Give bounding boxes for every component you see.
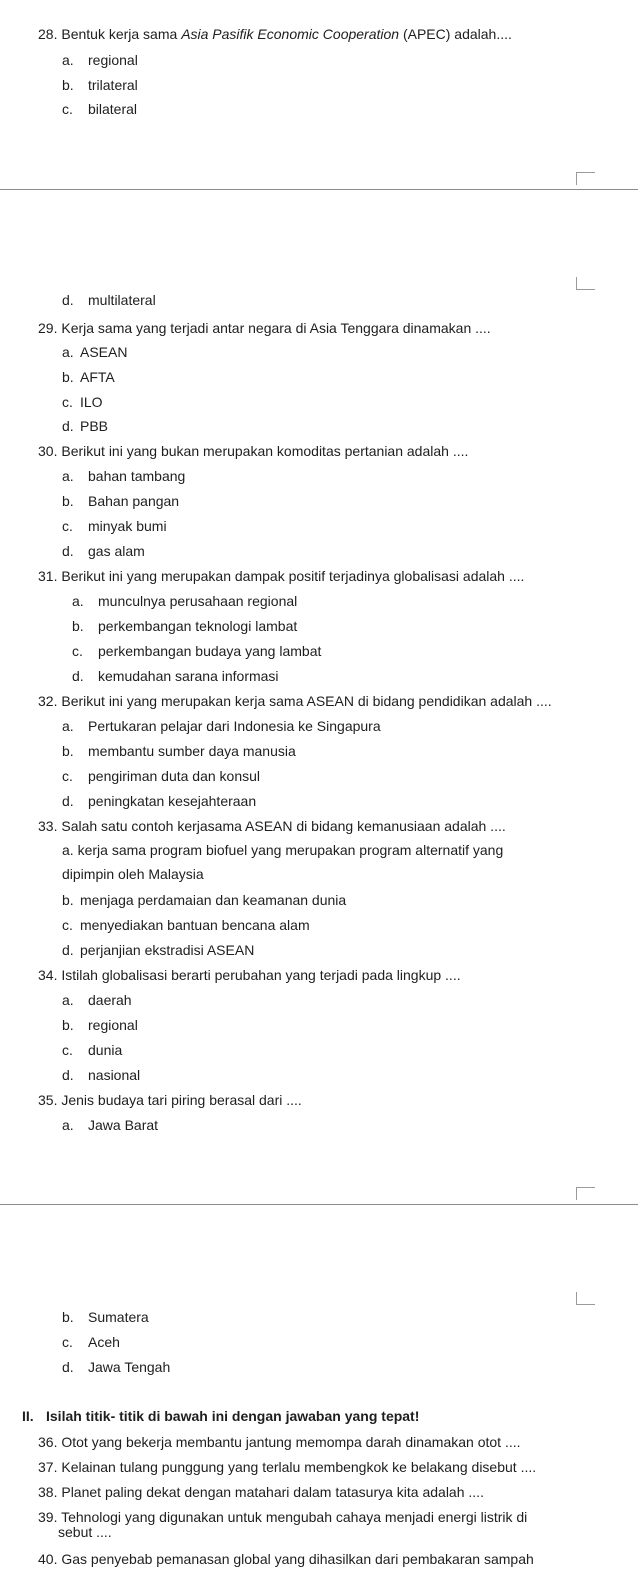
q31-option-b	[72, 618, 297, 634]
q35-option-a	[62, 1117, 158, 1133]
fill-item-38: 38. Planet paling dekat dengan matahari dalam tatasurya kita adalah ....	[38, 1484, 484, 1500]
option-text: Aceh	[88, 1334, 120, 1350]
section-numeral: II.	[22, 1408, 34, 1424]
fill-item-39-cont: sebut ....	[58, 1524, 112, 1540]
option-text: pengiriman duta dan konsul	[88, 768, 261, 784]
option-letter: d.	[62, 942, 74, 958]
option-text: regional	[88, 52, 138, 68]
question-33: 33. Salah satu contoh kerjasama ASEAN di bidang kemanusiaan adalah ....	[38, 818, 506, 834]
option-text: nasional	[88, 1067, 141, 1083]
option-letter: c.	[62, 1042, 73, 1058]
q31-option-d	[72, 668, 279, 684]
option-letter: b.	[62, 493, 74, 509]
q30-option-a	[62, 468, 185, 484]
question-35: 35. Jenis budaya tari piring berasal dari ....	[38, 1092, 302, 1108]
q29-option-c	[62, 394, 103, 410]
q29-option-d	[62, 418, 108, 434]
question-29: 29. Kerja sama yang terjadi antar negara di Asia Tenggara dinamakan ....	[38, 320, 491, 336]
option-text: perkembangan teknologi lambat	[98, 618, 298, 634]
option-letter: c.	[62, 518, 73, 534]
question-30: 30. Berikut ini yang bukan merupakan komoditas pertanian adalah ....	[38, 443, 469, 459]
option-text: regional	[88, 1017, 138, 1033]
option-letter: b.	[72, 618, 84, 634]
option-text: AFTA	[80, 369, 115, 385]
option-text: kemudahan sarana informasi	[98, 668, 279, 684]
option-letter: d.	[62, 292, 74, 308]
option-text: bilateral	[88, 101, 138, 117]
option-letter: d.	[62, 1359, 74, 1375]
q33-option-a	[62, 838, 532, 886]
q28-option-b	[62, 77, 138, 93]
option-letter: d.	[72, 668, 84, 684]
option-letter: b.	[62, 892, 74, 908]
option-letter: a.	[62, 842, 74, 858]
q35-option-d	[62, 1359, 170, 1375]
q33-option-b	[62, 892, 346, 908]
q30-option-c	[62, 518, 167, 534]
option-letter: c.	[62, 1334, 73, 1350]
question-34: 34. Istilah globalisasi berarti perubahan yang terjadi pada lingkup ....	[38, 967, 461, 983]
option-letter: a.	[62, 344, 74, 360]
q34-option-c	[62, 1042, 122, 1058]
page-break-line	[0, 1204, 638, 1205]
option-letter: a.	[62, 1117, 74, 1133]
option-letter: a.	[62, 468, 74, 484]
fill-item-39: 39. Tehnologi yang digunakan untuk mengubah cahaya menjadi energi listrik di	[38, 1509, 528, 1525]
option-letter: b.	[62, 369, 74, 385]
option-letter: d.	[62, 1067, 74, 1083]
option-letter: c.	[62, 394, 73, 410]
q28-option-c	[62, 101, 137, 117]
option-letter: b.	[62, 1017, 74, 1033]
option-letter: a.	[62, 992, 74, 1008]
q35-option-c	[62, 1334, 120, 1350]
q32-option-d	[62, 793, 256, 809]
q28-tail: (APEC) adalah....	[399, 26, 512, 42]
q33-option-d	[62, 942, 254, 958]
crop-mark	[576, 1187, 595, 1200]
crop-mark	[576, 1292, 595, 1305]
option-text: Sumatera	[88, 1309, 149, 1325]
q34-option-b	[62, 1017, 138, 1033]
fill-item-37: 37. Kelainan tulang punggung yang terlalu membengkok ke belakang disebut ....	[38, 1459, 537, 1475]
option-text: multilateral	[88, 292, 156, 308]
section-title: Isilah titik- titik di bawah ini dengan jawaban yang tepat!	[46, 1408, 420, 1424]
q31-option-a	[72, 593, 297, 609]
option-text: dunia	[88, 1042, 123, 1058]
option-text: daerah	[88, 992, 132, 1008]
q30-option-b	[62, 493, 179, 509]
q28-text: 28. Bentuk kerja sama	[38, 26, 182, 42]
option-text: Jawa Barat	[88, 1117, 159, 1133]
option-letter: c.	[72, 643, 83, 659]
option-text: PBB	[80, 418, 109, 434]
q31-option-c	[72, 643, 321, 659]
option-text: munculnya perusahaan regional	[98, 593, 298, 609]
option-text: Bahan pangan	[88, 493, 180, 509]
crop-mark	[576, 277, 595, 290]
option-text: ILO	[80, 394, 103, 410]
fill-item-36: 36. Otot yang bekerja membantu jantung memompa darah dinamakan otot ....	[38, 1434, 521, 1450]
fill-item-40: 40. Gas penyebab pemanasan global yang dihasilkan dari pembakaran sampah	[38, 1551, 534, 1567]
question-31: 31. Berikut ini yang merupakan dampak positif terjadinya globalisasi adalah ....	[38, 568, 525, 584]
q34-option-a	[62, 992, 132, 1008]
q30-option-d	[62, 543, 145, 559]
option-text: gas alam	[88, 543, 145, 559]
option-letter: d.	[62, 543, 74, 559]
option-letter: c.	[62, 917, 73, 933]
option-letter: c.	[62, 101, 73, 117]
option-text: membantu sumber daya manusia	[88, 743, 296, 759]
option-letter: a.	[72, 593, 84, 609]
q28-italic: Asia Pasifik Economic Cooperation	[181, 26, 400, 42]
option-letter: b.	[62, 743, 74, 759]
option-text: minyak bumi	[88, 518, 167, 534]
q29-option-b	[62, 369, 115, 385]
q33-option-c	[62, 917, 310, 933]
question-32: 32. Berikut ini yang merupakan kerja sama ASEAN di bidang pendidikan adalah ....	[38, 693, 552, 709]
option-letter: b.	[62, 1309, 74, 1325]
option-letter: d.	[62, 793, 74, 809]
crop-mark	[576, 172, 595, 185]
q32-option-c	[62, 768, 260, 784]
option-text: perkembangan budaya yang lambat	[98, 643, 322, 659]
question-28	[38, 26, 512, 42]
option-text: trilateral	[88, 77, 138, 93]
page-break-line	[0, 189, 638, 190]
q29-option-a	[62, 344, 127, 360]
q32-option-a	[62, 718, 381, 734]
option-text: Pertukaran pelajar dari Indonesia ke Singapura	[88, 718, 381, 734]
q35-option-b	[62, 1309, 149, 1325]
option-letter: d.	[62, 418, 74, 434]
q34-option-d	[62, 1067, 140, 1083]
option-text: kerja sama program biofuel yang merupakan program alternatif yang dipimpin oleh Malaysia	[62, 842, 504, 882]
option-letter: a.	[62, 718, 74, 734]
option-text: ASEAN	[80, 344, 128, 360]
option-text: Jawa Tengah	[88, 1359, 171, 1375]
option-letter: c.	[62, 768, 73, 784]
q32-option-b	[62, 743, 296, 759]
option-text: peningkatan kesejahteraan	[88, 793, 257, 809]
q28-option-d	[62, 292, 156, 308]
option-letter: a.	[62, 52, 74, 68]
option-text: perjanjian ekstradisi ASEAN	[80, 942, 255, 958]
option-text: menyediakan bantuan bencana alam	[80, 917, 310, 933]
option-text: bahan tambang	[88, 468, 186, 484]
section-2-heading	[22, 1408, 419, 1424]
q28-option-a	[62, 52, 138, 68]
option-text: menjaga perdamaian dan keamanan dunia	[80, 892, 347, 908]
option-letter: b.	[62, 77, 74, 93]
